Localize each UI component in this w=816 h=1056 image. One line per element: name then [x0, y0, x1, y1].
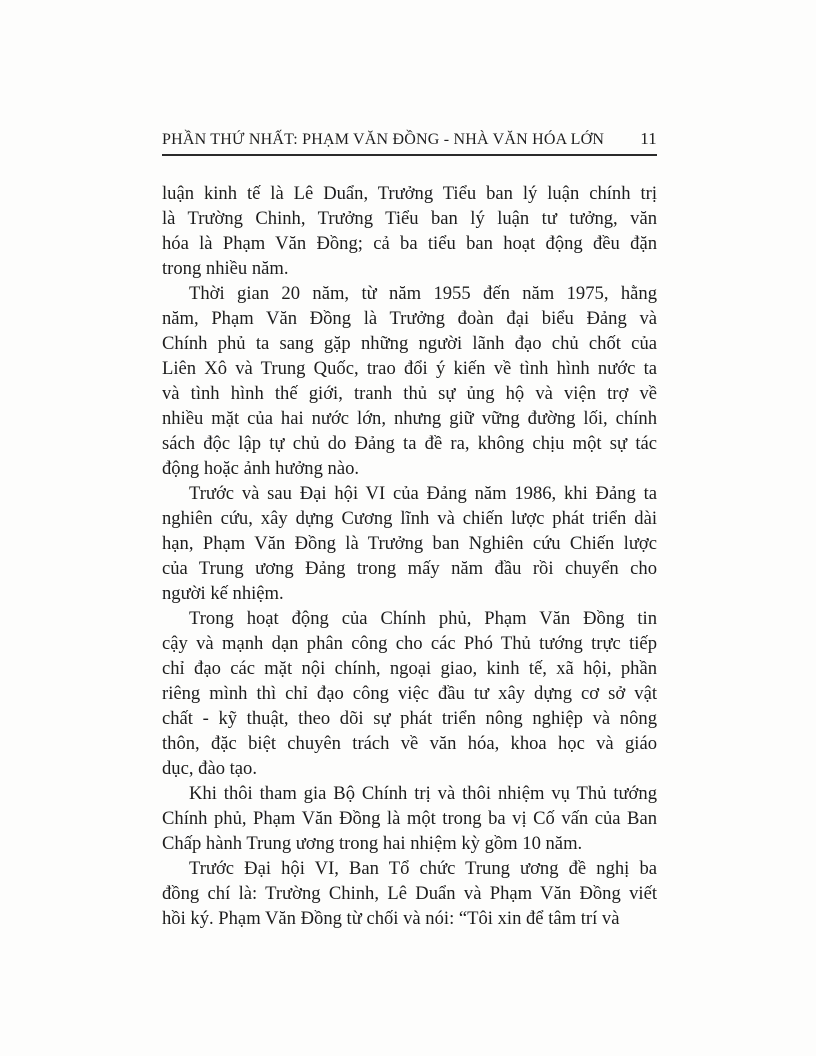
text-line: Khi thôi tham gia Bộ Chính trị và thôi nhiệm vụ Thủ tướng [189, 783, 657, 804]
text-line: và tình hình thế giới, tranh thủ sự ủng hộ và viện trợ về [162, 383, 657, 404]
text-line: thôn, đặc biệt chuyên trách về văn hóa, khoa học và giáo [162, 733, 657, 754]
paragraph [162, 181, 657, 281]
text-line: của Trung ương Đảng trong mấy năm đầu rồi chuyển cho [162, 558, 657, 579]
text-line: Trong hoạt động của Chính phủ, Phạm Văn Đồng tin [189, 608, 657, 629]
text-line: Chính phủ ta sang gặp những người lãnh đạo chủ chốt của [162, 333, 657, 354]
paragraph [162, 481, 657, 606]
paragraph [162, 281, 657, 481]
text-line: riêng mình thì chỉ đạo công việc đầu tư xây dựng cơ sở vật [162, 683, 657, 704]
text-line: Chính phủ, Phạm Văn Đồng là một trong ba vị Cố vấn của Ban [162, 808, 657, 829]
text-line: hạn, Phạm Văn Đồng là Trưởng ban Nghiên cứu Chiến lược [162, 533, 657, 554]
text-line: người kế nhiệm. [162, 583, 284, 604]
text-line: dục, đào tạo. [162, 758, 258, 779]
text-line: hồi ký. Phạm Văn Đồng từ chối và nói: “Tôi xin để tâm trí và [162, 908, 620, 929]
text-line: cậy và mạnh dạn phân công cho các Phó Thủ tướng trực tiếp [162, 633, 657, 654]
text-line: Trước Đại hội VI, Ban Tổ chức Trung ương đề nghị ba [189, 858, 657, 879]
paragraph [162, 606, 657, 781]
body-text [162, 181, 657, 931]
text-line: nghiên cứu, xây dựng Cương lĩnh và chiến lược phát triển dài [162, 508, 657, 529]
text-line: nhiều mặt của hai nước lớn, nhưng giữ vững đường lối, chính [162, 408, 657, 429]
text-line: chỉ đạo các mặt nội chính, ngoại giao, kinh tế, xã hội, phần [162, 658, 657, 679]
running-header-title: PHẦN THỨ NHẤT: PHẠM VĂN ĐỒNG - NHÀ VĂN HÓA LỚN [162, 131, 605, 148]
text-line: là Trường Chinh, Trưởng Tiểu ban lý luận tư tưởng, văn [162, 208, 657, 229]
text-line: Thời gian 20 năm, từ năm 1955 đến năm 1975, hằng [189, 283, 657, 304]
text-line: Liên Xô và Trung Quốc, trao đổi ý kiến về tình hình nước ta [162, 358, 657, 379]
text-line: động hoặc ảnh hưởng nào. [162, 458, 360, 479]
text-line: sách độc lập tự chủ do Đảng ta đề ra, không chịu một sự tác [162, 433, 657, 454]
running-header [162, 128, 657, 156]
text-line: đồng chí là: Trường Chinh, Lê Duẩn và Phạm Văn Đồng viết [162, 883, 657, 904]
paragraph [162, 781, 657, 856]
text-line: luận kinh tế là Lê Duẩn, Trưởng Tiểu ban lý luận chính trị [162, 183, 657, 204]
paragraph [162, 856, 657, 931]
text-line: Trước và sau Đại hội VI của Đảng năm 1986, khi Đảng ta [189, 483, 657, 504]
text-line: năm, Phạm Văn Đồng là Trưởng đoàn đại biểu Đảng và [162, 308, 657, 329]
text-line: chất - kỹ thuật, theo dõi sự phát triển nông nghiệp và nông [162, 708, 657, 729]
text-line: hóa là Phạm Văn Đồng; cả ba tiểu ban hoạt động đều đặn [162, 233, 657, 254]
text-line: Chấp hành Trung ương trong hai nhiệm kỳ gồm 10 năm. [162, 833, 583, 854]
text-line: trong nhiều năm. [162, 258, 289, 279]
page-number: 11 [640, 129, 657, 148]
